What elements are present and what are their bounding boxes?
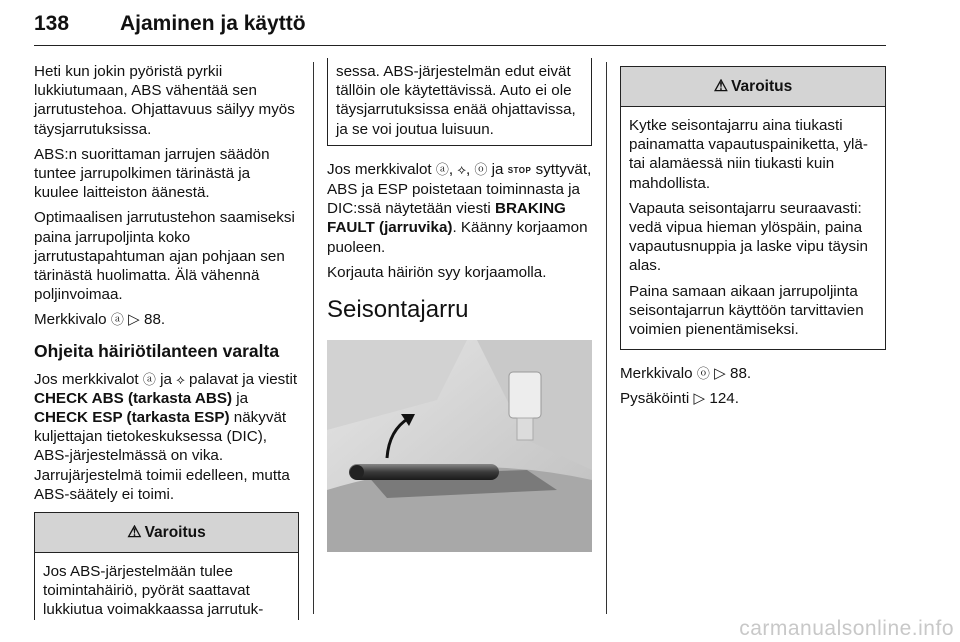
message-check-abs: CHECK ABS (tarkasta ABS) <box>34 389 233 407</box>
warning-text: Jos ABS-järjestelmään tulee toimintahäiriö, pyörät saattavat lukkiutua voimakkaassa jarrutuk- <box>43 563 264 619</box>
watermark: carmanualsonline.info <box>739 616 954 640</box>
warning-paragraph: Kytke seisontajarru aina tiukasti painamatta vapautuspainiketta, ylä- tai alamäessä niin tiukasti kuin mahdollista. <box>629 117 868 192</box>
paragraph-optimal-braking: Optimaalisen jarrutustehon saamiseksi paina jarrupoljinta koko jarrutustapahtuman ajan pohjaan sen tärinästä huolimatta. Älä vähennä poljinvoimaa. <box>34 209 295 304</box>
warning-header: ⚠ Varoitus <box>35 513 298 553</box>
warning-paragraph: Vapauta seisontajarru seuraavasti: vedä vipua hieman ylöspäin, paina vapautusnuppia ja laske vipu täysin alas. <box>629 199 868 275</box>
page-ref-link[interactable]: 88. <box>730 365 752 383</box>
chapter-title: Ajaminen ja käyttö <box>120 12 306 35</box>
section-heading-fault: Ohjeita häiriötilanteen varalta <box>34 340 280 361</box>
message-braking-fault: BRAKING FAULT (jarruvika) <box>327 200 566 237</box>
page-header <box>34 6 886 46</box>
warning-box-parking <box>620 66 886 350</box>
page-ref-arrow-icon: ▷ <box>714 365 726 383</box>
page-ref-link[interactable]: 88. <box>144 311 166 329</box>
warning-triangle-icon: ⚠ <box>713 77 729 95</box>
abs-icon: ⓐ <box>435 161 449 177</box>
column-2 <box>327 62 592 557</box>
paragraph-braking-fault: Jos merkkivalot ⓐ, ⟡, ⓞ ja STOP syttyvät, ABS ja ESP poistetaan toiminnasta ja DIC:ssä näytetään viesti BRAKING FAULT (jarruvika). Käänny korjaamon puoleen. <box>327 160 592 256</box>
column-1 <box>34 62 299 620</box>
column-divider-1 <box>313 62 314 614</box>
column-divider-2 <box>606 62 607 614</box>
page-number: 138 <box>34 12 70 35</box>
column-3 <box>620 62 886 415</box>
parking-brake-lever <box>349 464 499 480</box>
brake-icon: ⓞ <box>474 161 488 177</box>
warning-paragraph: Paina samaan aikaan jarrupoljinta seisontajarrun käyttöön tarvittavien voimien pienentämiseksi. <box>629 282 864 339</box>
seatbelt-buckle <box>509 372 541 418</box>
paragraph-abs-intro: Heti kun jokin pyöristä pyrkii lukkiutumaan, ABS vähentää sen jarrutustehoa. Ohjattavuus säilyy myös täysjarrutuksissa. <box>34 63 295 138</box>
esp-icon: ⟡ <box>457 161 466 177</box>
warning-header: ⚠ Varoitus <box>621 67 885 107</box>
abs-icon: ⓐ <box>142 371 156 387</box>
page-ref-arrow-icon: ▷ <box>128 311 140 329</box>
page-ref-link[interactable]: 124. <box>709 390 739 408</box>
brake-icon: ⓞ <box>696 366 710 382</box>
esp-icon: ⟡ <box>176 371 185 387</box>
paragraph-fault-info: Jos merkkivalot ⓐ ja ⟡ palavat ja viestit CHECK ABS (tarkasta ABS) ja CHECK ESP (tarkasta ESP) näkyvät kuljettajan tietokeskuksessa (DIC), ABS-järjestelmässä on vika. Jarrujärjestelmä toimii edelleen, mutta ABS-säätely ei toimi. <box>34 370 298 503</box>
message-check-esp: CHECK ESP (tarkasta ESP) <box>34 409 230 427</box>
page-ref-arrow-icon: ▷ <box>693 390 706 408</box>
parking-brake-illustration <box>327 340 592 552</box>
warning-body <box>621 107 885 349</box>
abs-icon: ⓐ <box>110 312 124 328</box>
paragraph-indicator-ref: Merkkivalo ⓞ ▷ 88. <box>620 365 752 383</box>
paragraph-parking-ref: Pysäköinti ▷ 124. <box>620 390 739 408</box>
buckle-stem <box>517 418 533 440</box>
paragraph-abs-feel: ABS:n suorittaman jarrujen säädön tuntee jarrupolkimen tärinästä ja kuulee laitteiston äänestä. <box>34 145 270 202</box>
stop-icon: STOP <box>507 165 532 175</box>
warning-continuation: sessa. ABS-järjestelmän edut eivät tällöin ole käytettävissä. Auto ei ole täysjarrutuksissa enää ohjattavissa, ja se voi joutua luisuun. <box>327 58 592 146</box>
paragraph-repair: Korjauta häiriön syy korjaamolla. <box>327 263 547 281</box>
warning-triangle-icon: ⚠ <box>127 523 142 541</box>
release-button <box>350 465 364 479</box>
warning-box-abs <box>34 512 299 620</box>
section-heading-parking-brake: Seisontajarru <box>327 296 469 324</box>
paragraph-indicator-ref: Merkkivalo ⓐ ▷ 88. <box>34 311 166 329</box>
